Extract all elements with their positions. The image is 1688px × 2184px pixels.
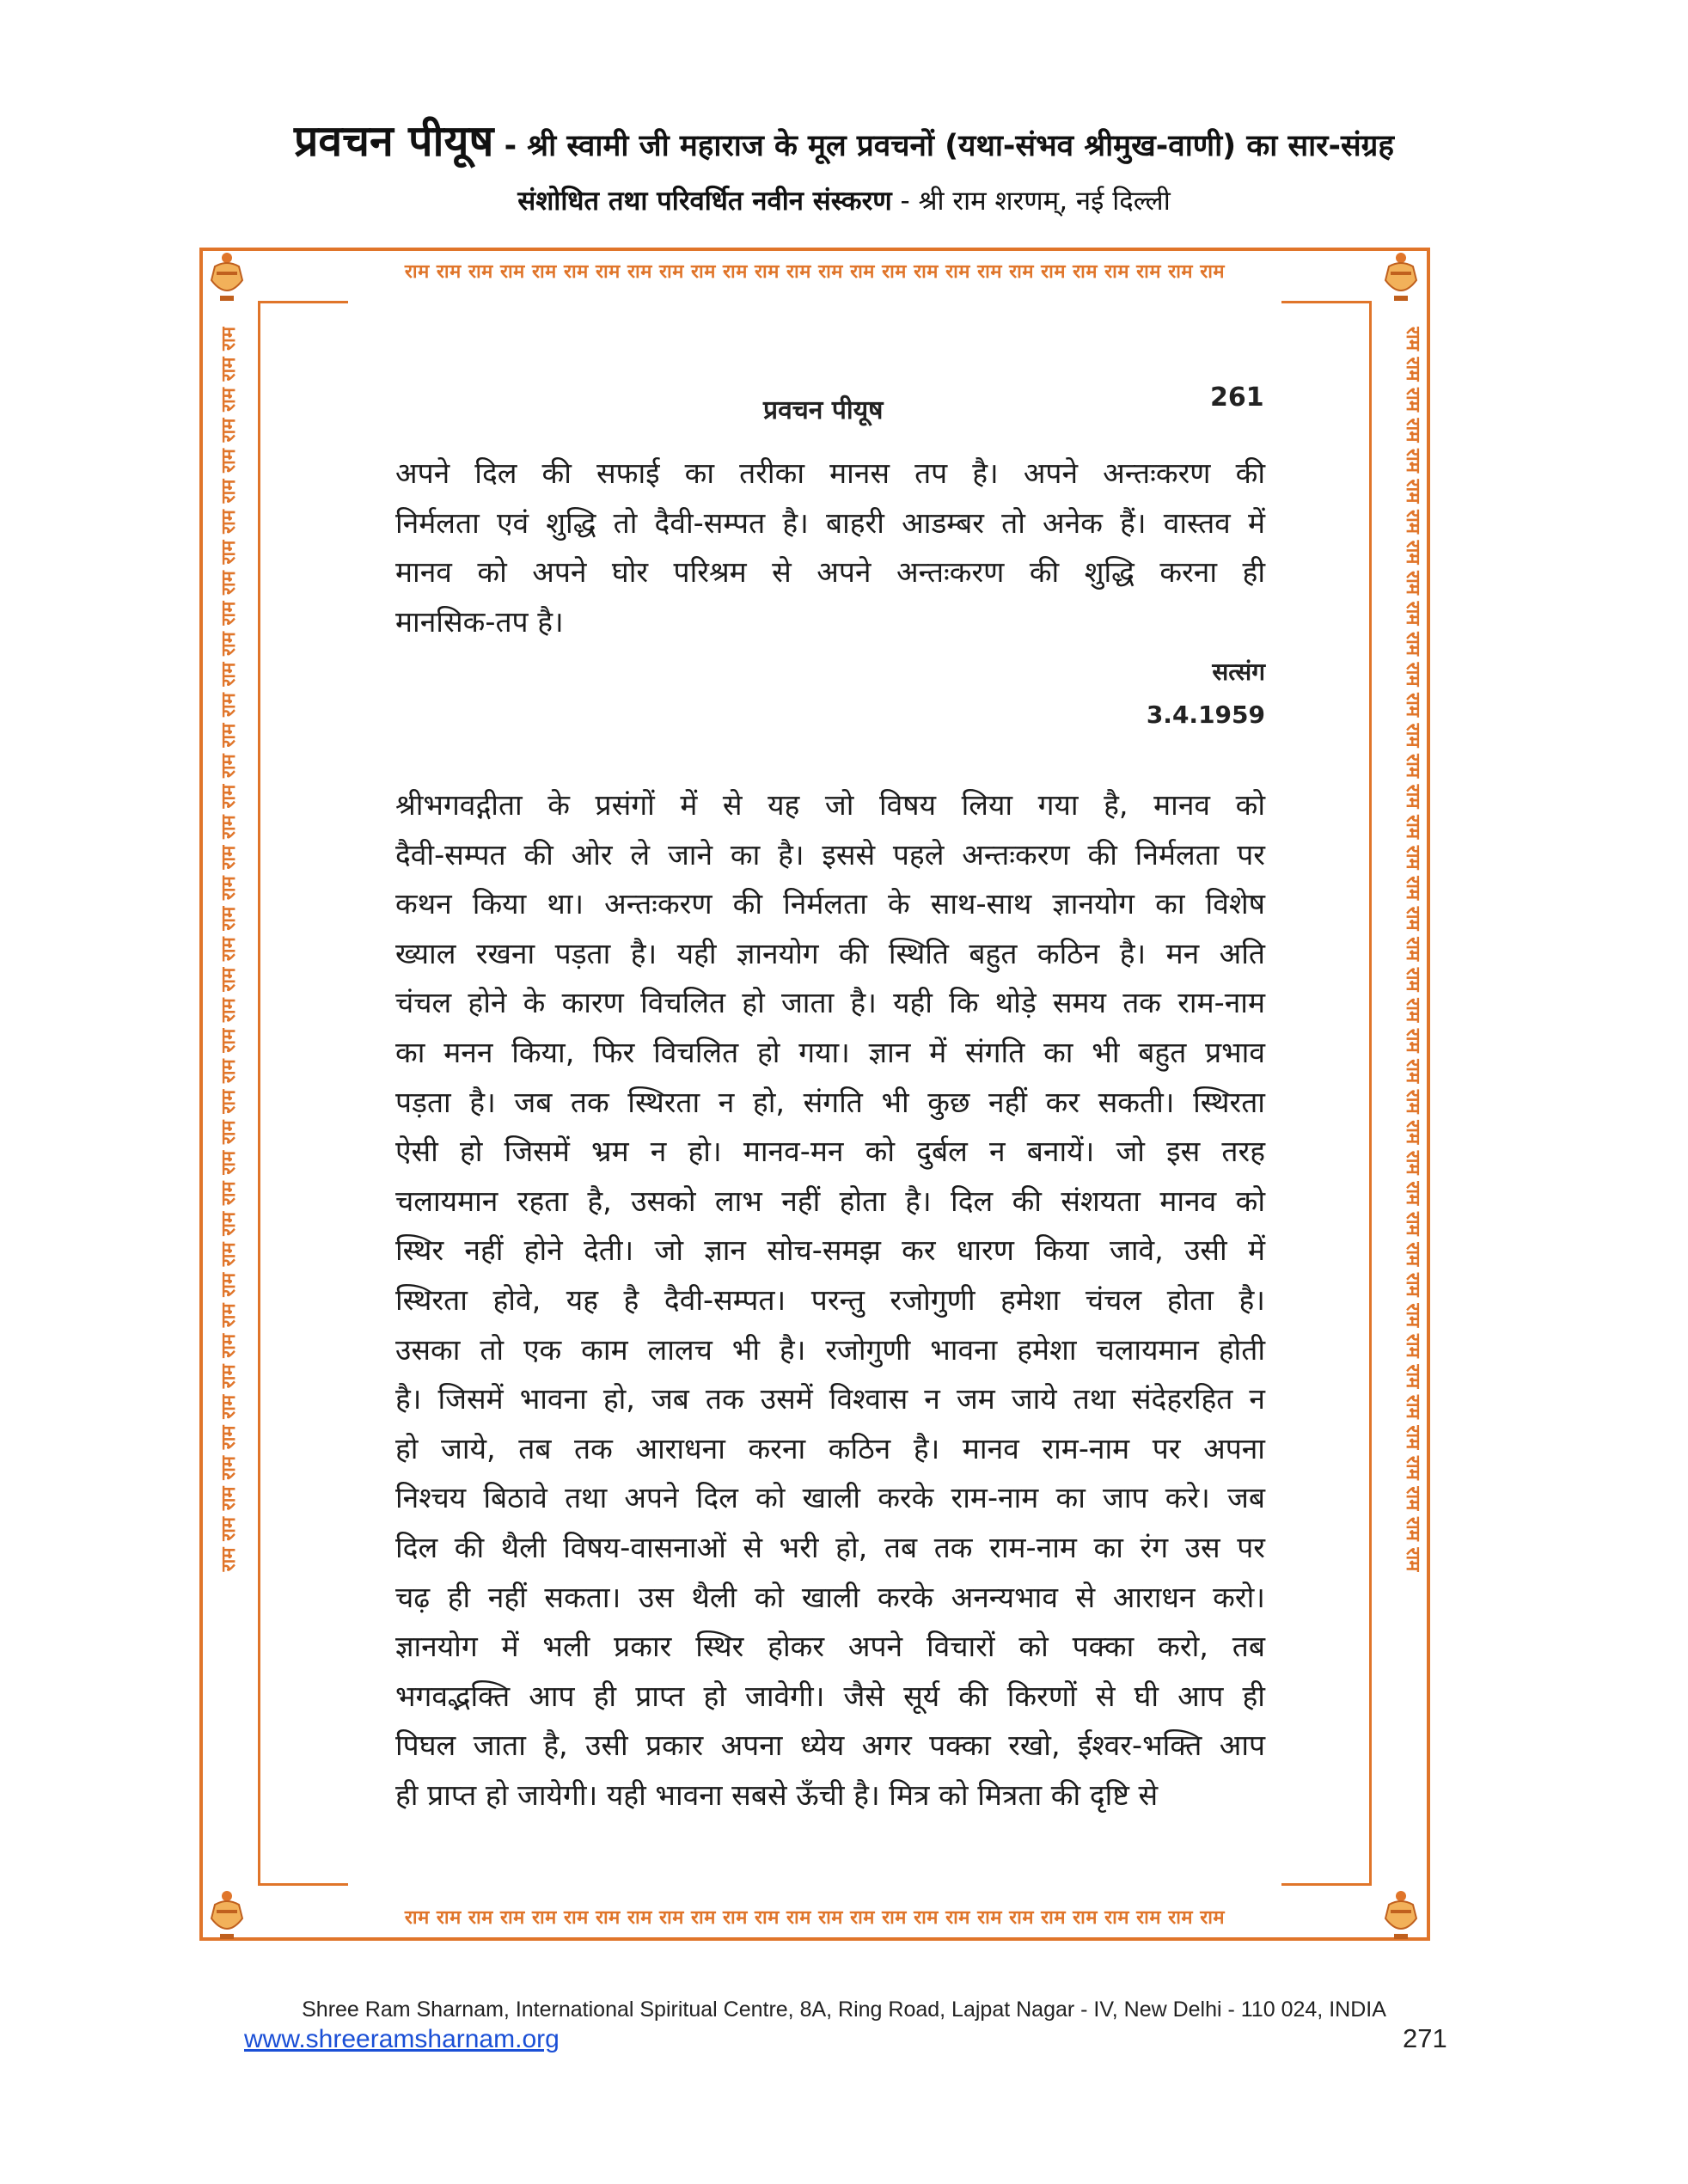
footer-address: Shree Ram Sharnam, International Spiritual Centre, 8A, Ring Road, Lajpat Nagar - IV, New Delhi - 110 024, INDIA <box>302 1997 1386 2022</box>
border-text-right-label: राम राम राम राम राम राम राम राम राम राम राम राम राम राम राम राम राम राम राम राम राम राम राम राम राम राम राम राम राम राम राम राम राम राम राम राम राम राम राम राम राम <box>1402 327 1423 1572</box>
text-line: श्रीभगवद्गीता के प्रसंगों में से यह जो विषय लिया गया है, मानव को <box>395 788 1265 822</box>
text-line: चलायमान रहता है, उसको लाभ नहीं होता है। दिल की संशयता मानव को <box>395 1184 1265 1218</box>
text-line: ही प्राप्त हो जायेगी। यही भावना सबसे ऊँची है। मित्र को मित्रता की दृष्टि से <box>395 1777 1159 1812</box>
text-line: चंचल होने के कारण विचलित हो जाता है। यही कि थोड़े समय तक राम-नाम <box>395 986 1265 1020</box>
website-link[interactable]: www.shreeramsharnam.org <box>244 2025 560 2053</box>
text-line: ज्ञानयोग में भली प्रकार स्थिर होकर अपने विचारों को पक्का करो, तब <box>395 1630 1265 1664</box>
text-line: अपने दिल की सफाई का तरीका मानस तप है। अपने अन्तःकरण की <box>395 456 1265 490</box>
inner-frame-corner-line <box>1281 1883 1372 1886</box>
satsang-label: सत्संग <box>1212 658 1265 686</box>
text-line: पिघल जाता है, उसी प्रकार अपना ध्येय अगर पक्का रखो, ईश्वर-भक्ति आप <box>395 1728 1265 1763</box>
border-text-bottom: राम राम राम राम राम राम राम राम राम राम राम राम राम राम राम राम राम राम राम राम राम राम राम राम राम राम <box>404 1907 1226 1929</box>
border-text-top: राम राम राम राम राम राम राम राम राम राम राम राम राम राम राम राम राम राम राम राम राम राम राम राम राम राम <box>404 261 1226 283</box>
text-line: उसका तो एक काम लालच भी है। रजोगुणी भावना हमेशा चलायमान होती <box>395 1332 1265 1367</box>
text-line: का मनन किया, फिर विचलित हो गया। ज्ञान में संगति का भी बहुत प्रभाव <box>395 1035 1265 1069</box>
footer-page-number: 271 <box>1403 2023 1447 2053</box>
edition-publisher: - श्री राम शरणम्, नई दिल्ली <box>891 186 1171 217</box>
paragraph-1 <box>395 449 1265 646</box>
kalash-ornament-icon <box>203 251 251 303</box>
border-text-left-label: राम राम राम राम राम राम राम राम राम राम राम राम राम राम राम राम राम राम राम राम राम राम राम राम राम राम राम राम राम राम राम राम राम राम राम राम राम राम राम राम राम <box>218 327 240 1572</box>
edition-label: संशोधित तथा परिवर्धित नवीन संस्करण <box>517 186 892 217</box>
satsang-date: 3.4.1959 <box>1146 700 1265 729</box>
book-subtitle: - श्री स्वामी जी महाराज के मूल प्रवचनों (यथा-संभव श्रीमुख-वाणी) का सार-संग्रह <box>493 129 1395 163</box>
text-line: हो जाये, तब तक आराधना करना कठिन है। मानव राम-नाम पर अपना <box>395 1431 1265 1465</box>
text-line: स्थिरता होवे, यह है दैवी-सम्पत। परन्तु रजोगुणी हमेशा चंचल होता है। <box>395 1282 1265 1317</box>
edition-line <box>0 182 1688 218</box>
border-text-left <box>210 327 244 1882</box>
text-line: ऐसी हो जिसमें भ्रम न हो। मानव-मन को दुर्बल न बनायें। जो इस तरह <box>395 1135 1265 1169</box>
kalash-ornament-icon <box>203 1889 251 1941</box>
scanned-page-number: 261 <box>1210 382 1264 413</box>
text-line: मानव को अपने घोर परिश्रम से अपने अन्तःकरण की शुद्धि करना ही <box>395 555 1265 590</box>
text-line: चढ़ ही नहीं सकता। उस थैली को खाली करके अनन्यभाव से आराधन करो। <box>395 1580 1265 1614</box>
text-line: स्थिर नहीं होने देती। जो ज्ञान सोच-समझ कर धारण किया जावे, उसी में <box>395 1233 1265 1268</box>
text-line: ख्याल रखना पड़ता है। यही ज्ञानयोग की स्थिति बहुत कठिन है। मन अति <box>395 936 1265 970</box>
text-line: मानसिक-तप है। <box>395 604 564 639</box>
text-line: कथन किया था। अन्तःकरण की निर्मलता के साथ-साथ ज्ञानयोग का विशेष <box>395 887 1265 921</box>
border-text-right <box>1392 327 1427 1882</box>
kalash-ornament-icon <box>1377 1889 1425 1941</box>
book-title: प्रवचन पीयूष <box>293 116 494 166</box>
inner-frame-corner-line <box>1281 301 1372 303</box>
text-line: भगवद्भक्ति आप ही प्राप्त हो जावेगी। जैसे सूर्य की किरणों से घी आप ही <box>395 1679 1265 1713</box>
text-line: दिल की थैली विषय-वासनाओं से भरी हो, तब तक राम-नाम का रंग उस पर <box>395 1530 1265 1564</box>
text-line: पड़ता है। जब तक स्थिरता न हो, संगति भी कुछ नहीं कर सकती। स्थिरता <box>395 1085 1265 1119</box>
inner-frame-corner-line <box>258 301 348 303</box>
text-line: निश्चय बिठावे तथा अपने दिल को खाली करके राम-नाम का जाप करे। जब <box>395 1481 1265 1515</box>
document-header-title <box>0 110 1688 168</box>
inner-frame-corner-line <box>258 1883 348 1886</box>
paragraph-2 <box>395 780 1265 1820</box>
text-line: दैवी-सम्पत की ओर ले जाने का है। इससे पहले अन्तःकरण की निर्मलता पर <box>395 837 1265 872</box>
text-line: है। जिसमें भावना हो, जब तक उसमें विश्वास न जम जाये तथा संदेहरहित न <box>395 1382 1265 1416</box>
text-line: निर्मलता एवं शुद्धि तो दैवी-सम्पत है। बाहरी आडम्बर तो अनेक हैं। वास्तव में <box>395 505 1265 540</box>
kalash-ornament-icon <box>1377 251 1425 303</box>
scanned-page-title: प्रवचन पीयूष <box>763 395 884 425</box>
